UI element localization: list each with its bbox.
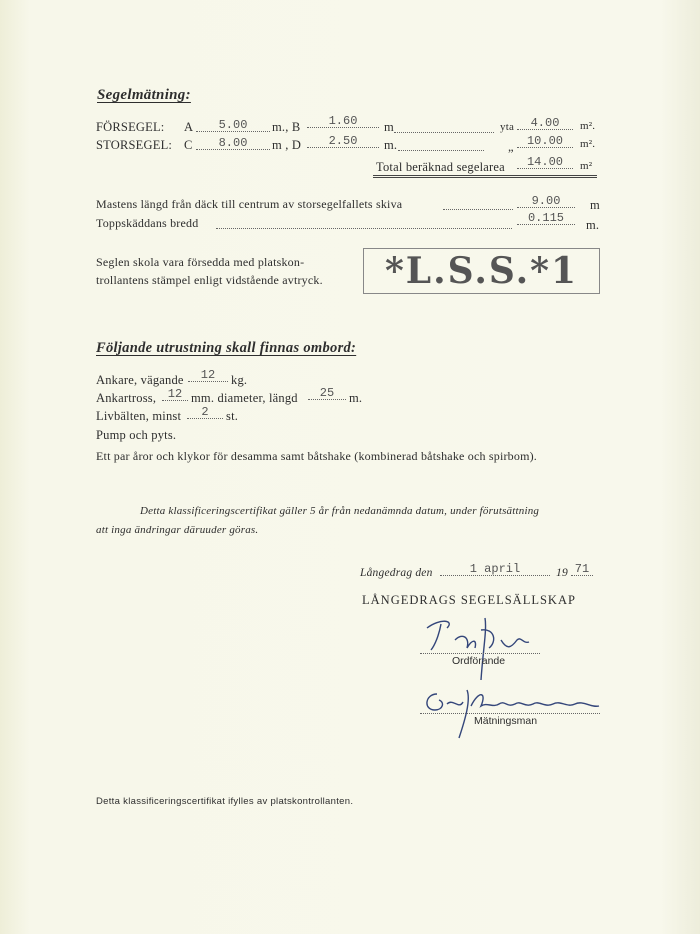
validity-line1: Detta klassificeringscertifikat gäller 5 år från nedanämnda datum, under förutsättning: [140, 505, 540, 517]
total-rule-bottom: [373, 177, 597, 178]
storsegel-c-value: 8.00: [196, 137, 270, 150]
year-value: 71: [571, 563, 593, 576]
total-area-label: Total beräknad segelarea: [376, 160, 505, 174]
storsegel-dots: [398, 149, 484, 151]
ankare-label: Ankare, vägande: [96, 373, 184, 387]
total-rule-top: [373, 175, 597, 176]
chairman-line: [420, 652, 540, 654]
ankare-unit: kg.: [231, 373, 248, 387]
tross-unit: m.: [349, 391, 363, 405]
year-prefix: 19: [556, 567, 568, 579]
date-value: 1 april: [440, 563, 550, 576]
stamp-box: [363, 248, 600, 294]
width-value: 0.115: [517, 212, 575, 225]
storsegel-m2: m.: [384, 138, 398, 152]
forsegel-label: FÖRSEGEL:: [96, 120, 165, 134]
width-dots: [216, 227, 512, 229]
tross-length-value: 25: [308, 387, 346, 400]
footer-note: Detta klassificeringscertifikat ifylles av platskontrollanten.: [96, 796, 354, 807]
storsegel-m1: m , D: [272, 138, 302, 152]
yta-label: yta: [500, 121, 515, 133]
chairman-signature: [415, 610, 565, 685]
chairman-role: Ordförande: [452, 655, 506, 667]
mast-length-label: Mastens längd från däck till centrum av storsegelfallets skiva: [96, 197, 403, 211]
equipment-heading: Följande utrustning skall finnas ombord:: [96, 340, 357, 356]
stamp-note-line1: Seglen skola vara försedda med platskon-: [96, 255, 305, 269]
livbalten-label: Livbälten, minst: [96, 409, 182, 423]
mast-length-value: 9.00: [517, 195, 575, 208]
club-name: LÅNGEDRAGS SEGELSÄLLSKAP: [362, 593, 576, 607]
storsegel-d-value: 2.50: [307, 135, 379, 148]
storsegel-c-label: C: [184, 138, 193, 152]
forsegel-a-value: 5.00: [196, 119, 270, 132]
m2-unit-1: m².: [580, 120, 596, 132]
stamp-note-line2: trollantens stämpel enligt vidstående avtryck.: [96, 273, 323, 287]
quote-mark: „: [508, 140, 514, 154]
forsegel-dots: [394, 131, 494, 133]
tross-value: 12: [162, 388, 188, 401]
lss-stamp: *L.S.S.*1: [384, 250, 579, 292]
livbalten-unit: st.: [226, 409, 239, 423]
tross-mid: mm. diameter, längd: [191, 391, 298, 405]
width-label: Toppskäddans bredd: [96, 216, 199, 230]
tross-label: Ankartross,: [96, 391, 157, 405]
ankare-value: 12: [188, 369, 228, 382]
storsegel-area-value: 10.00: [517, 135, 573, 148]
livbalten-value: 2: [187, 406, 223, 419]
forsegel-b-value: 1.60: [307, 115, 379, 128]
place-label: Långedrag den: [360, 567, 433, 579]
aror-line: Ett par åror och klykor för desamma samt båtshake (kombinerad båtshake och spirbom).: [96, 449, 538, 463]
mast-length-unit: m: [590, 198, 600, 212]
measurer-line: [420, 712, 600, 714]
forsegel-a-label: A: [184, 120, 194, 134]
m2-unit-2: m².: [580, 138, 596, 150]
mast-length-dots: [443, 208, 513, 210]
sail-measurement-heading: Segelmätning:: [97, 87, 191, 103]
forsegel-m1: m., B: [272, 120, 301, 134]
width-unit: m.: [586, 218, 600, 232]
validity-line2: att inga ändringar däruuder göras.: [96, 524, 259, 536]
storsegel-label: STORSEGEL:: [96, 138, 173, 152]
pump-line: Pump och pyts.: [96, 428, 177, 442]
m2-unit-3: m²: [580, 160, 593, 172]
measurer-role: Mätningsman: [474, 715, 538, 727]
measurer-signature: [415, 680, 615, 740]
forsegel-m2: m: [384, 120, 394, 134]
forsegel-area-value: 4.00: [517, 117, 573, 130]
total-area-value: 14.00: [517, 156, 573, 169]
